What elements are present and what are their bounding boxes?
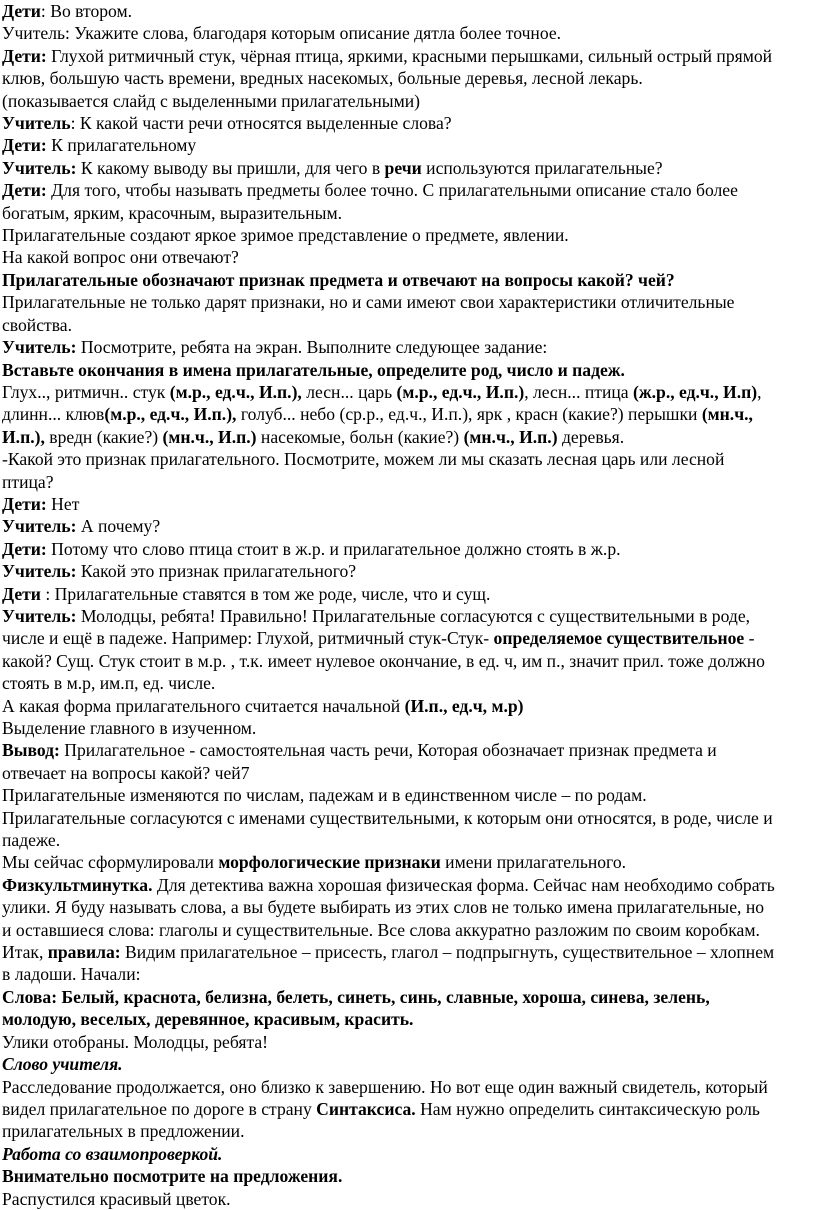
text-run: Потому что слово птица стоит в ж.р. и прилагательное должно стоять в ж.р. — [46, 538, 621, 559]
text-run: Распустился красивый цветок. — [2, 1188, 231, 1209]
text-line — [2, 90, 812, 112]
bold-text-run: Учитель: — [2, 157, 77, 178]
bold-text-run: (мн.ч., И.п.) — [463, 426, 558, 447]
text-line — [2, 963, 812, 985]
text-run: птица? — [2, 471, 54, 492]
text-run: А какая форма прилагательного считается начальной — [2, 695, 405, 716]
text-line — [2, 896, 812, 918]
bold-text-run: (мн.ч., И.п.) — [162, 426, 257, 447]
text-line — [2, 717, 812, 739]
bold-text-run: (м.р., ед.ч., И.п.) — [396, 381, 525, 402]
bold-text-run: Прилагательные обозначают признак предмета и отвечают на вопросы какой? чей? — [2, 269, 675, 290]
text-run: какой? Сущ. Стук стоит в м.р. , т.к. имеет нулевое окончание, в ед. ч, им п., значит прил. тоже должно — [2, 650, 765, 671]
text-run: имени прилагательного. — [440, 852, 627, 873]
bold-text-run: правила: — [47, 942, 121, 963]
text-line — [2, 0, 812, 22]
text-line — [2, 45, 812, 67]
text-run: А почему? — [76, 516, 161, 537]
text-line — [2, 739, 812, 761]
text-run: Расследование продолжается, оно близко к завершению. Но вот еще один важный свидетель, который — [2, 1076, 768, 1097]
text-line — [2, 157, 812, 179]
text-run: и оставшиеся слова: глаголы и существительные. Все слова аккуратно разложим по своим коробкам. — [2, 919, 760, 940]
text-run: : Во втором. — [40, 1, 133, 21]
text-run: деревья. — [557, 426, 625, 447]
text-line — [2, 314, 812, 336]
bold-text-run: И.п.), — [2, 426, 45, 447]
text-run: Для детектива важна хорошая физическая форма. Сейчас нам необходимо собрать — [152, 874, 775, 895]
text-line — [2, 851, 812, 873]
bold-text-run: Дети: — [2, 493, 47, 514]
text-line — [2, 336, 812, 358]
bold-text-run: Учитель: — [2, 605, 77, 626]
text-run: Прилагательное - самостоятельная часть речи, Которая обозначает признак предмета и — [59, 740, 717, 761]
text-run: Нет — [46, 493, 80, 514]
text-run: стоять в м.р, им.п, ед. числе. — [2, 673, 216, 694]
text-run: используются прилагательные? — [421, 157, 663, 178]
text-run: -Какой это признак прилагательного. Посмотрите, можем ли мы сказать лесная царь или лесной — [2, 449, 725, 470]
text-run: К какому выводу вы пришли, для чего в — [76, 157, 385, 178]
text-run: Прилагательные изменяются по числам, падежам и в единственном числе – по родам. — [2, 785, 647, 806]
text-run: Глухой ритмичный стук, чёрная птица, яркими, красными перышками, сильный острый прямой — [46, 45, 773, 66]
text-line — [2, 269, 812, 291]
text-line — [2, 1076, 812, 1098]
text-line — [2, 986, 812, 1008]
text-line — [2, 919, 812, 941]
text-run: Посмотрите, ребята на экран. Выполните следующее задание: — [76, 337, 548, 358]
bold-text-run: Слово учителя. — [2, 1054, 123, 1075]
text-line — [2, 359, 812, 381]
text-run: Выделение главного в изученном. — [2, 718, 257, 738]
text-run: длинн... клюв — [2, 404, 105, 425]
text-line — [2, 762, 812, 784]
text-run: Для того, чтобы называть предметы более точно. С прилагательными описание стало более — [46, 180, 738, 201]
text-run: Учитель: Укажите слова, благодаря которым описание дятла более точное. — [2, 23, 562, 44]
text-line — [2, 1008, 812, 1030]
bold-text-run: Дети — [2, 1, 41, 21]
bold-text-run: Дети: — [2, 45, 47, 66]
text-line — [2, 493, 812, 515]
text-run: видел прилагательное по дороге в страну — [2, 1098, 317, 1119]
text-run: Какой это признак прилагательного? — [76, 561, 357, 582]
text-line — [2, 224, 812, 246]
text-run: Нам нужно определить синтаксическую роль — [415, 1098, 760, 1119]
bold-text-run: Дети — [2, 583, 41, 604]
bold-text-run: (мн.ч., — [701, 404, 753, 425]
text-run: На какой вопрос они отвечают? — [2, 247, 239, 268]
text-line — [2, 67, 812, 89]
text-run: - — [744, 628, 755, 649]
text-line — [2, 515, 812, 537]
bold-text-run: Учитель — [2, 113, 71, 134]
text-line — [2, 583, 812, 605]
text-line — [2, 246, 812, 268]
text-run: насекомые, больн (какие?) — [256, 426, 464, 447]
text-line — [2, 1031, 812, 1053]
text-run: Прилагательные создают яркое зримое представление о предмете, явлении. — [2, 225, 569, 246]
text-line — [2, 471, 812, 493]
text-line — [2, 784, 812, 806]
text-run: Улики отобраны. Молодцы, ребята! — [2, 1031, 269, 1052]
text-run: богатым, ярким, красочным, выразительным. — [2, 202, 343, 223]
text-line — [2, 695, 812, 717]
bold-text-run: (ж.р., ед.ч., И.п) — [633, 381, 758, 402]
text-line — [2, 1165, 812, 1187]
text-line — [2, 381, 812, 403]
text-run: падеже. — [2, 830, 61, 851]
bold-text-run: Учитель: — [2, 337, 77, 358]
text-run: Молодцы, ребята! Правильно! Прилагательные согласуются с существительными в роде, — [76, 605, 751, 626]
text-run: К прилагательному — [46, 135, 197, 156]
text-run: улики. Я буду называть слова, а вы будете выбирать из этих слов не только имена прилагательные, но — [2, 897, 765, 918]
bold-text-run: Слова: Белый, краснота, белизна, белеть, синеть, синь, славные, хороша, синева, зелень, — [2, 986, 710, 1007]
bold-text-run: речи — [384, 157, 422, 178]
text-line — [2, 627, 812, 649]
text-run: Прилагательные согласуются с именами существительными, к которым они относятся, в роде, числе и — [2, 807, 773, 828]
bold-text-run: определяемое существительное — [493, 628, 745, 649]
text-line — [2, 403, 812, 425]
text-run: голуб... небо (ср.р., ед.ч., И.п.), ярк , красн (какие?) перышки — [236, 404, 702, 425]
bold-text-run: (И.п., ед.ч, м.р) — [404, 695, 524, 716]
bold-text-run: Дети: — [2, 135, 47, 156]
text-run: в ладоши. Начали: — [2, 964, 141, 985]
text-line — [2, 829, 812, 851]
text-line — [2, 112, 812, 134]
text-run: : К какой части речи относятся выделенные слова? — [70, 113, 452, 134]
bold-text-run: морфологические признаки — [218, 852, 441, 873]
bold-text-run: Учитель: — [2, 516, 77, 537]
bold-text-run: Вывод: — [2, 740, 60, 761]
text-line — [2, 874, 812, 896]
text-run: вредн (какие?) — [44, 426, 163, 447]
text-line — [2, 1143, 812, 1165]
text-run: числе и ещё в падеже. Например: Глухой, ритмичный стук-Стук- — [2, 628, 494, 649]
text-run: прилагательных в предложении. — [2, 1121, 245, 1142]
text-run: Мы сейчас сформулировали — [2, 852, 219, 873]
text-line — [2, 179, 812, 201]
text-line — [2, 1188, 812, 1210]
text-run: лесн... царь — [301, 381, 397, 402]
text-line — [2, 448, 812, 470]
text-run: свойства. — [2, 314, 72, 335]
bold-text-run: Дети: — [2, 538, 47, 559]
text-line — [2, 941, 812, 963]
bold-text-run: Дети: — [2, 180, 47, 201]
bold-text-run: (м.р., ед.ч., И.п.), — [104, 404, 237, 425]
text-line — [2, 538, 812, 560]
text-line — [2, 807, 812, 829]
bold-text-run: Синтаксиса. — [316, 1098, 416, 1119]
text-run: , лесн... птица — [524, 381, 634, 402]
bold-text-run: Учитель: — [2, 561, 77, 582]
bold-text-run: Работа со взаимопроверкой. — [2, 1143, 223, 1164]
bold-text-run: молодую, веселых, деревянное, красивым, красить. — [2, 1009, 414, 1030]
bold-text-run: Вставьте окончания в имена прилагательные, определите род, число и падеж. — [2, 359, 625, 380]
text-line — [2, 426, 812, 448]
text-run: отвечает на вопросы какой? чей7 — [2, 762, 250, 783]
text-run: клюв, большую часть времени, вредных насекомых, больные деревья, лесной лекарь. — [2, 68, 643, 89]
text-run: (показывается слайд с выделенными прилагательными) — [2, 90, 421, 111]
bold-text-run: (м.р., ед.ч., И.п.), — [169, 381, 302, 402]
text-line — [2, 672, 812, 694]
text-line — [2, 1120, 812, 1142]
text-line — [2, 1053, 812, 1075]
text-line — [2, 560, 812, 582]
text-line — [2, 650, 812, 672]
text-line — [2, 605, 812, 627]
text-line — [2, 1098, 812, 1120]
text-run: Прилагательные не только дарят признаки, но и сами имеют свои характеристики отличительные — [2, 292, 735, 313]
text-line — [2, 134, 812, 156]
text-line — [2, 202, 812, 224]
text-run: : Прилагательные ставятся в том же роде, числе, что и сущ. — [40, 583, 491, 604]
bold-text-run: Физкультминутка. — [2, 874, 153, 895]
text-run: Глух.., ритмичн.. стук — [2, 381, 170, 402]
text-run: Итак, — [2, 942, 48, 963]
text-line — [2, 291, 812, 313]
bold-text-run: Внимательно посмотрите на предложения. — [2, 1166, 343, 1187]
text-run: Видим прилагательное – присесть, глагол – подпрыгнуть, существительное – хлопнем — [120, 942, 775, 963]
text-line — [2, 22, 812, 44]
text-run: , — [757, 381, 762, 402]
